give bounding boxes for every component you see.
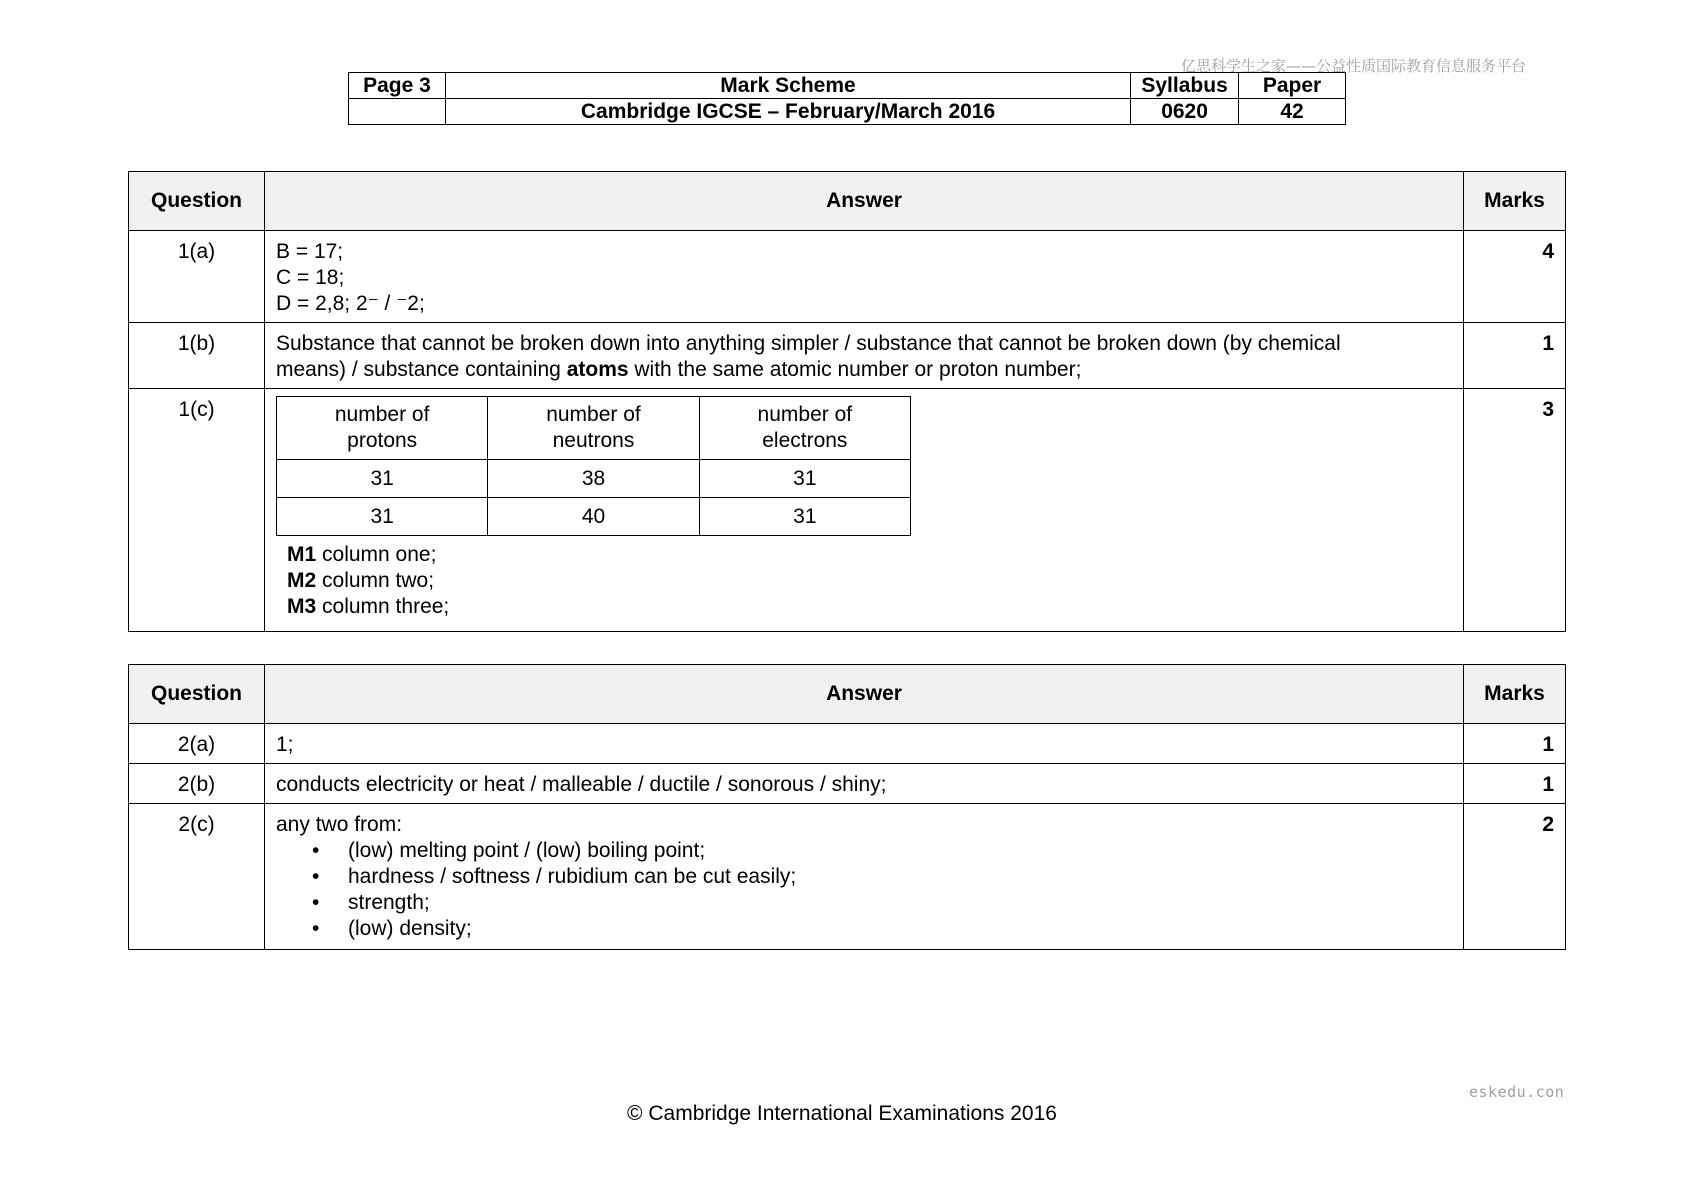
copyright-footer: © Cambridge International Examinations 2016 — [627, 1102, 1057, 1125]
particle-cell: 31 — [699, 498, 910, 536]
particle-cell: 31 — [277, 460, 488, 498]
marking-point: M1 column one; — [287, 543, 437, 566]
answer-cell — [265, 323, 1464, 389]
particle-header-electrons: number of electrons — [699, 397, 910, 460]
particle-cell: 40 — [488, 498, 699, 536]
list-item: • (low) density; — [348, 916, 1452, 942]
header-empty-cell — [349, 99, 446, 125]
marks-value: 2 — [1464, 804, 1566, 950]
header-title: Mark Scheme — [445, 73, 1130, 99]
question-number: 1(b) — [129, 323, 265, 389]
watermark-top: 亿思科学生之家——公益性质国际教育信息服务平台 — [1181, 57, 1527, 75]
list-item: • hardness / softness / rubidium can be cut easily; — [348, 864, 1452, 890]
mark-scheme-table-2 — [128, 664, 1566, 950]
marks-value: 1 — [1464, 764, 1566, 804]
answer-line: D = 2,8; 2⁻ / ⁻2; — [276, 292, 425, 315]
particle-cell: 31 — [699, 460, 910, 498]
question-number: 2(a) — [129, 724, 265, 764]
header-paper-label: Paper — [1239, 73, 1346, 99]
column-header-question: Question — [129, 665, 265, 724]
watermark-bottom: eskedu.con — [1469, 1083, 1565, 1101]
particle-cell: 31 — [277, 498, 488, 536]
answer-cell — [265, 389, 1464, 632]
particle-header-neutrons: number of neutrons — [488, 397, 699, 460]
column-header-marks: Marks — [1464, 172, 1566, 231]
particle-cell: 38 — [488, 460, 699, 498]
answer-cell — [265, 231, 1464, 323]
answer-line: B = 17; — [276, 240, 344, 263]
answer-keyword: atoms — [566, 358, 629, 381]
column-header-marks: Marks — [1464, 665, 1566, 724]
answer-cell: 1; — [265, 724, 1464, 764]
marks-value: 1 — [1464, 724, 1566, 764]
table-row-1c — [129, 389, 1566, 632]
marking-point: M2 column two; — [287, 569, 435, 592]
question-number: 2(c) — [129, 804, 265, 950]
answer-cell: conducts electricity or heat / malleable / ductile / sonorous / shiny; — [265, 764, 1464, 804]
answer-text: means) / substance containing — [276, 358, 561, 381]
marks-value: 4 — [1464, 231, 1566, 323]
header-page: Page 3 — [349, 73, 446, 99]
table-row-2b — [129, 764, 1566, 804]
header-syllabus-label: Syllabus — [1131, 73, 1239, 99]
header-table — [348, 72, 1346, 125]
particle-row — [277, 460, 911, 498]
marking-point: M3 column three; — [287, 595, 450, 618]
list-item: • strength; — [348, 890, 1452, 916]
column-header-question: Question — [129, 172, 265, 231]
marks-value: 3 — [1464, 389, 1566, 632]
mark-scheme-table-1 — [128, 171, 1566, 632]
marking-points — [276, 542, 1452, 620]
question-number: 1(a) — [129, 231, 265, 323]
table-row-2c — [129, 804, 1566, 950]
header-exam: Cambridge IGCSE – February/March 2016 — [445, 99, 1130, 125]
table-row-1a — [129, 231, 1566, 323]
marks-value: 1 — [1464, 323, 1566, 389]
particle-table — [276, 396, 911, 536]
answer-line — [276, 357, 1452, 383]
header-paper-number: 42 — [1239, 99, 1346, 125]
answer-cell — [265, 804, 1464, 950]
list-item: • (low) melting point / (low) boiling point; — [348, 838, 1452, 864]
header-syllabus-code: 0620 — [1131, 99, 1239, 125]
column-header-answer: Answer — [265, 665, 1464, 724]
answer-line: C = 18; — [276, 266, 345, 289]
answer-line: Substance that cannot be broken down into anything simpler / substance that cannot be broken down (by chemical — [276, 332, 1341, 355]
table-row-1b — [129, 323, 1566, 389]
answer-bullets — [276, 838, 1452, 942]
table-row-2a — [129, 724, 1566, 764]
question-number: 1(c) — [129, 389, 265, 632]
answer-text: with the same atomic number or proton number; — [634, 358, 1082, 381]
particle-row — [277, 498, 911, 536]
column-header-answer: Answer — [265, 172, 1464, 231]
question-number: 2(b) — [129, 764, 265, 804]
answer-intro: any two from: — [276, 813, 403, 836]
particle-header-protons: number of protons — [277, 397, 488, 460]
